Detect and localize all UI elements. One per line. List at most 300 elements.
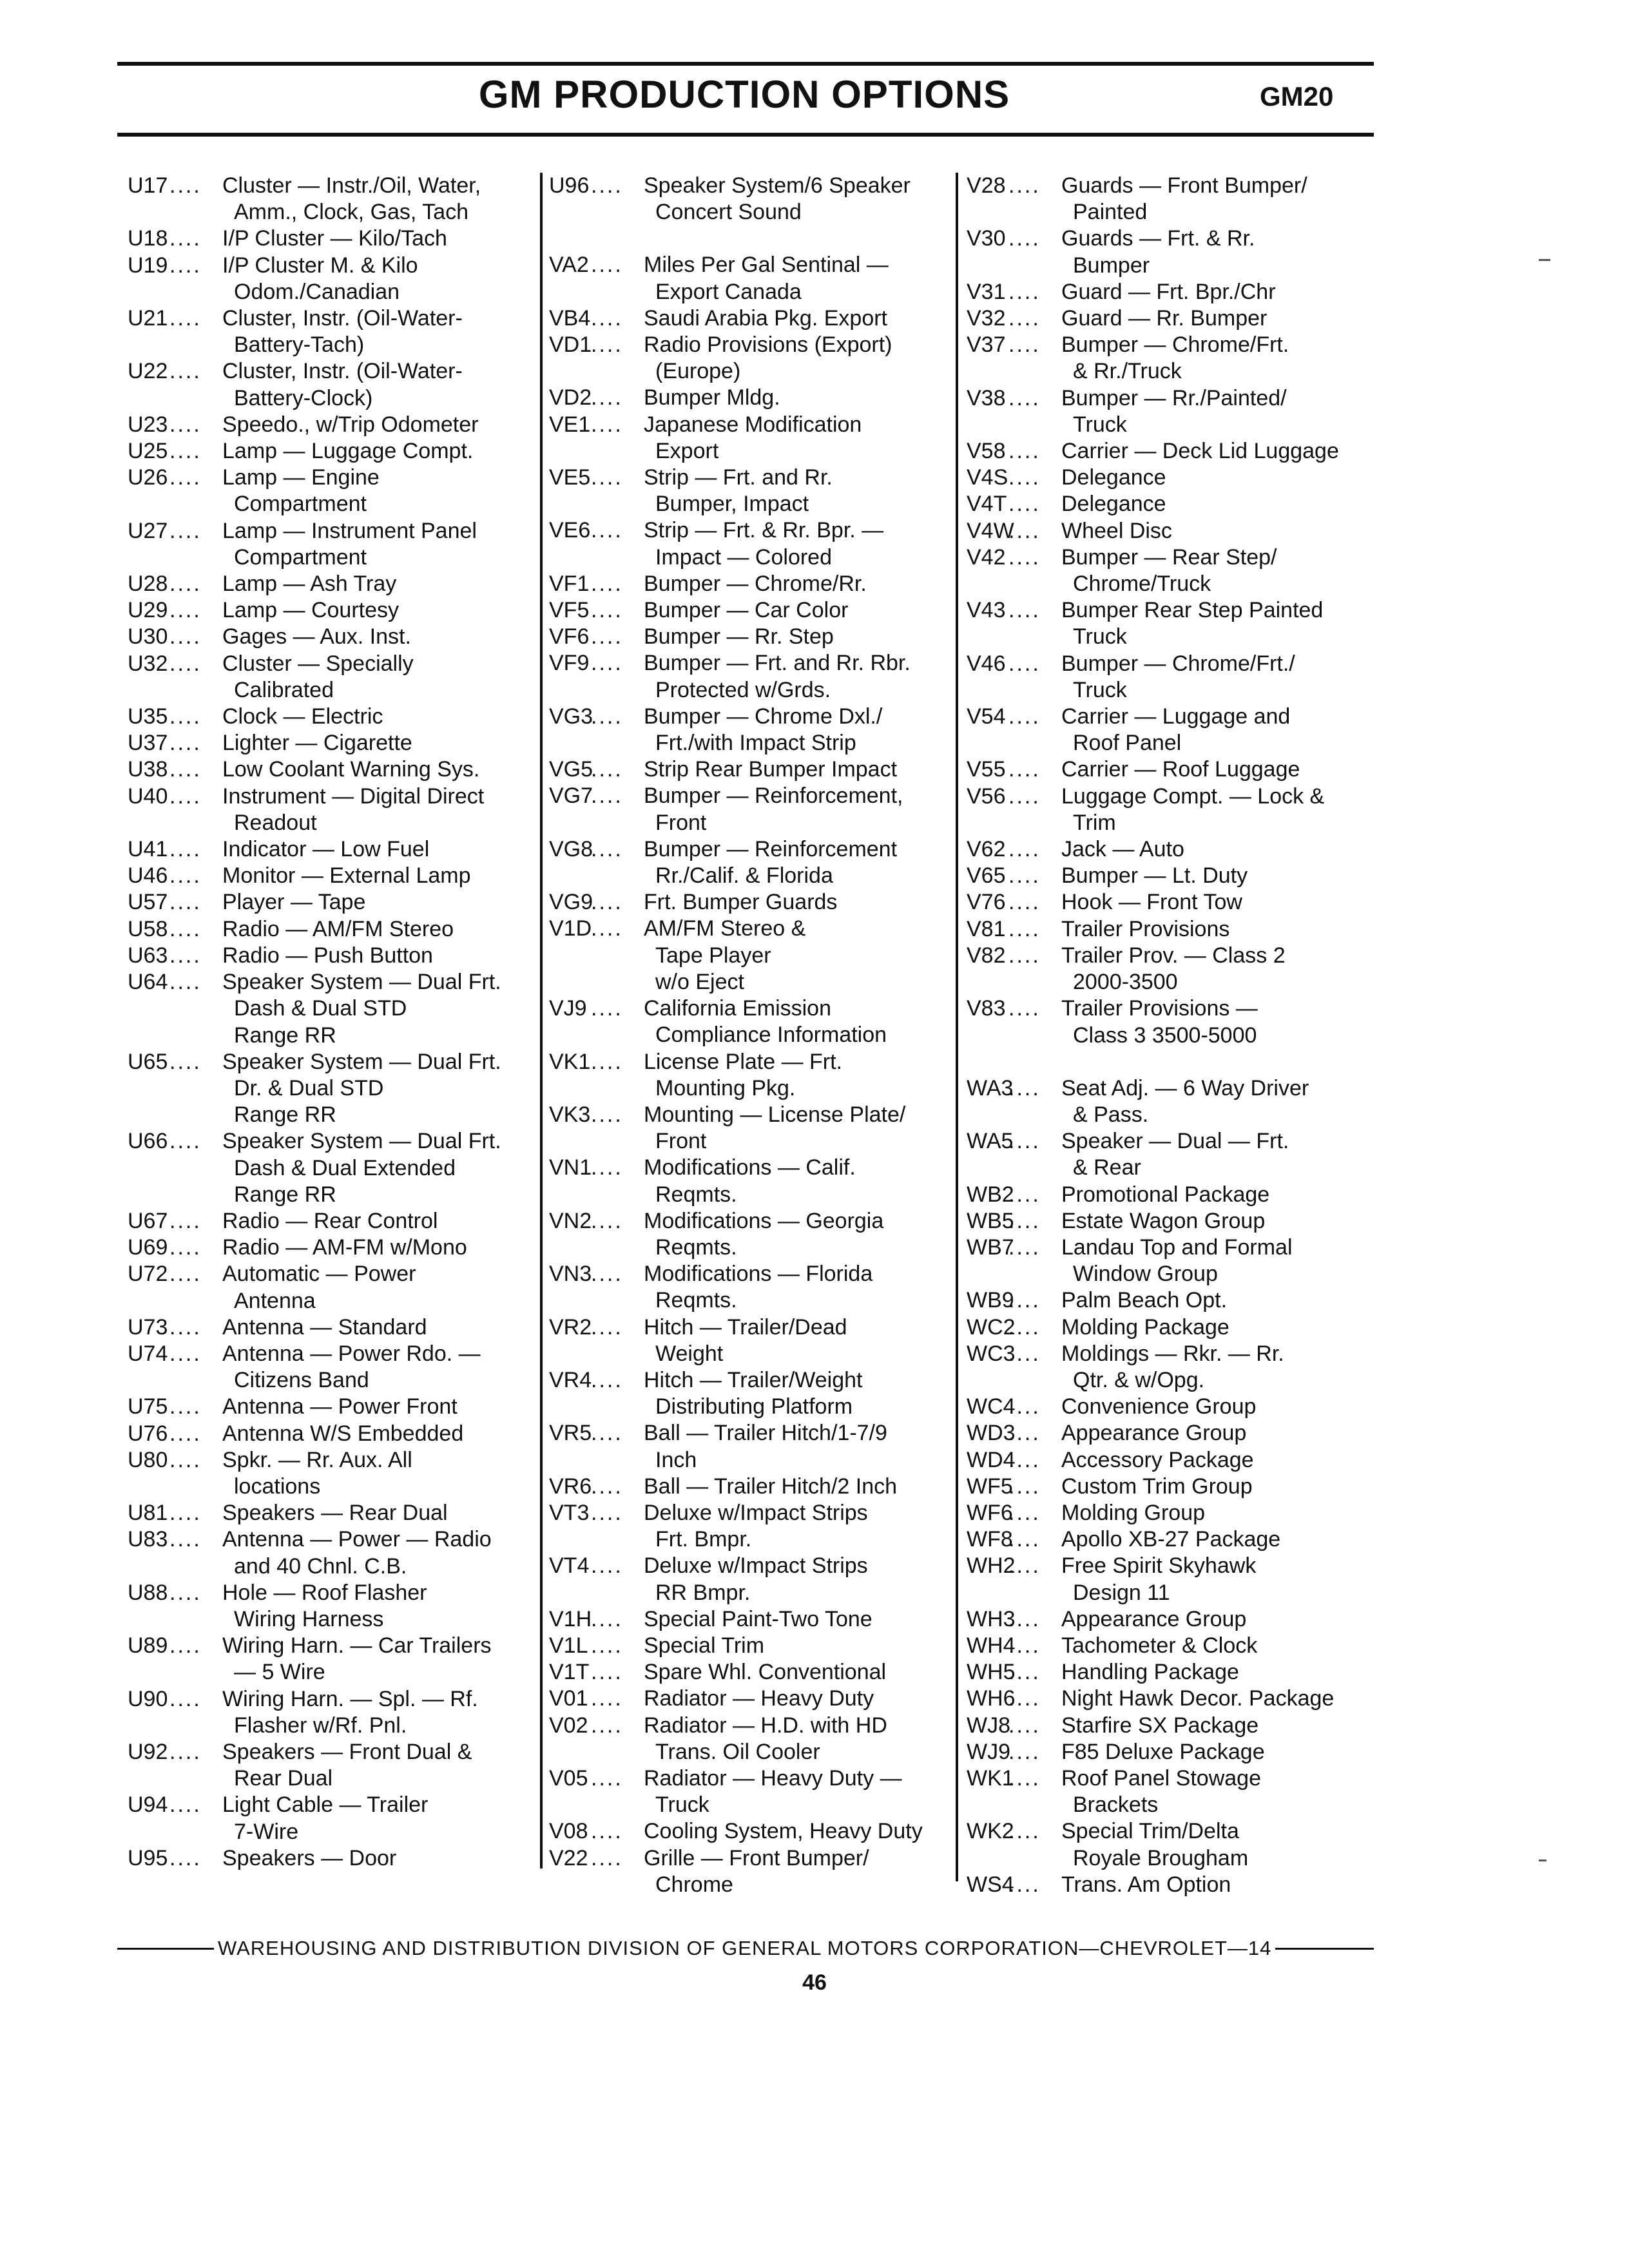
dot-leader: .... (1008, 1474, 1041, 1499)
option-entry (549, 252, 961, 305)
option-entry (128, 1128, 540, 1208)
option-description (644, 571, 961, 597)
option-code: VK1 (549, 1049, 591, 1074)
description-line: Antenna — Standard (222, 1314, 427, 1340)
dot-leader: .... (1008, 1633, 1041, 1658)
option-entry (128, 253, 540, 305)
option-entry (967, 1739, 1379, 1765)
option-description (1061, 465, 1379, 491)
option-code: U17 (128, 173, 168, 198)
option-description (1061, 916, 1379, 943)
description-line: Bumper — Car Color (644, 598, 849, 623)
option-code: U30 (128, 624, 168, 649)
option-code: U89 (128, 1633, 168, 1658)
description-line: Carrier — Deck Lid Luggage (1061, 439, 1339, 464)
dot-leader: .... (169, 1049, 202, 1074)
dot-leader: .... (591, 890, 623, 915)
option-entry (967, 332, 1379, 385)
dot-leader: .... (1008, 1713, 1041, 1738)
option-code: V83 (967, 996, 1006, 1021)
option-description (644, 1845, 961, 1898)
description-line: Radio Provisions (Export) (644, 332, 892, 358)
description-line: Speaker System — Dual Frt. (222, 970, 501, 995)
dot-leader: .... (591, 598, 623, 623)
description-line: Bumper — Lt. Duty (1061, 863, 1248, 889)
dot-leader: .... (1008, 439, 1041, 464)
option-entry (549, 783, 961, 836)
description-line: Spare Whl. Conventional (644, 1660, 887, 1685)
description-line: Chrome (655, 1872, 733, 1897)
description-line: Inch (655, 1447, 697, 1472)
description-line: Readout (234, 810, 317, 835)
description-line: Tape Player (655, 943, 771, 968)
description-line: Antenna W/S Embedded (222, 1421, 464, 1446)
option-entry (549, 995, 961, 1048)
dot-leader: .... (1008, 1394, 1041, 1419)
footer (117, 1937, 1374, 1960)
option-entry (967, 943, 1379, 995)
option-entry (128, 1526, 540, 1579)
option-code: U32 (128, 651, 168, 676)
option-code: U26 (128, 465, 168, 490)
description-line: Weight (655, 1341, 724, 1366)
option-entry (967, 836, 1379, 863)
option-entry (967, 491, 1379, 517)
option-code: V55 (967, 757, 1006, 782)
option-description (644, 305, 961, 332)
option-entry (549, 1420, 961, 1473)
description-line: 2000-3500 (1073, 970, 1178, 995)
description-line: Speakers — Front Dual & (222, 1739, 472, 1764)
dot-leader: .... (169, 704, 202, 729)
option-entry (549, 889, 961, 916)
option-entry (967, 1713, 1379, 1739)
description-line: Automatic — Power (222, 1262, 416, 1287)
option-entry (128, 518, 540, 571)
option-code: V01 (549, 1686, 588, 1711)
description-line: Reqmts. (655, 1182, 737, 1207)
description-line: Bumper — Frt. and Rr. Rbr. (644, 651, 911, 676)
option-code: U18 (128, 226, 168, 251)
option-code: U75 (128, 1394, 168, 1419)
description-line: Wiring Harness (234, 1606, 384, 1631)
option-entry (967, 544, 1379, 597)
description-line: Player — Tape (222, 890, 366, 915)
option-entry (549, 916, 961, 995)
option-entry (549, 650, 961, 703)
dot-leader: .... (169, 1129, 202, 1154)
dot-leader: .... (1008, 1288, 1041, 1313)
option-entry (967, 1394, 1379, 1420)
option-code: V65 (967, 863, 1006, 889)
option-description (1061, 385, 1379, 438)
option-entry (128, 1208, 540, 1235)
description-line: Antenna (234, 1288, 316, 1313)
dot-leader: .... (169, 916, 202, 941)
dot-leader: .... (591, 1819, 623, 1844)
option-code: VG3 (549, 704, 593, 729)
description-line: Lamp — Luggage Compt. (222, 439, 474, 464)
option-description (1061, 1606, 1379, 1633)
option-code: VT4 (549, 1553, 590, 1579)
dot-leader: .... (591, 1845, 623, 1870)
dot-leader: .... (1008, 598, 1041, 623)
option-code: VR2 (549, 1314, 592, 1340)
option-description (222, 173, 540, 226)
option-description (222, 916, 540, 943)
description-line: Free Spirit Skyhawk (1061, 1553, 1257, 1579)
description-line: Battery-Clock) (234, 385, 373, 410)
description-line: Cluster, Instr. (Oil-Water- (222, 359, 463, 384)
description-line: Range RR (234, 1102, 336, 1128)
description-line: Starfire SX Package (1061, 1713, 1259, 1738)
dot-leader: .... (169, 783, 202, 809)
option-description (1061, 756, 1379, 783)
dot-leader: .... (591, 916, 623, 941)
option-description (1061, 1686, 1379, 1712)
dot-leader: .... (1008, 1660, 1041, 1685)
option-code: V02 (549, 1713, 588, 1738)
dot-leader: .... (591, 253, 623, 278)
option-code: U69 (128, 1235, 168, 1260)
option-code: WS4 (967, 1872, 1014, 1897)
option-description (644, 756, 961, 783)
option-entry (967, 1474, 1379, 1500)
description-line: Frt. Bumper Guards (644, 890, 838, 915)
option-entry (128, 358, 540, 411)
option-entry (967, 1686, 1379, 1712)
options-column-3 (967, 173, 1379, 1898)
option-entry (967, 1341, 1379, 1394)
option-entry (128, 1447, 540, 1500)
description-line: Speaker — Dual — Frt. (1061, 1129, 1289, 1154)
description-line: Trailer Provisions (1061, 916, 1230, 941)
option-description (1061, 597, 1379, 650)
dot-leader: .... (1008, 226, 1041, 251)
description-line: Special Trim (644, 1633, 765, 1658)
dot-leader: .... (169, 1262, 202, 1287)
description-line: Bumper — Chrome/Rr. (644, 571, 867, 596)
option-code: WF6 (967, 1500, 1013, 1525)
option-entry (967, 1872, 1379, 1898)
dot-leader: .... (591, 518, 623, 543)
description-line: Bumper Mldg. (644, 385, 780, 410)
option-entry (128, 1792, 540, 1845)
dot-leader: .... (1008, 544, 1041, 570)
option-code: V1D (549, 916, 592, 941)
option-description (644, 1606, 961, 1633)
dot-leader: .... (591, 1367, 623, 1392)
option-entry (128, 1314, 540, 1341)
description-line: Saudi Arabia Pkg. Export (644, 305, 888, 331)
option-code: WC3 (967, 1341, 1016, 1366)
option-entry (128, 1739, 540, 1792)
description-line: Molding Package (1061, 1314, 1229, 1340)
section-gap (549, 226, 961, 252)
option-code: VF9 (549, 651, 590, 676)
option-code: V76 (967, 890, 1006, 915)
description-line: & Rear (1073, 1155, 1141, 1180)
description-line: I/P Cluster — Kilo/Tach (222, 226, 447, 251)
description-line: Frt. Bmpr. (655, 1527, 752, 1552)
description-line: Rear Dual (234, 1766, 333, 1791)
option-entry (967, 1447, 1379, 1474)
option-entry (128, 571, 540, 597)
description-line: Reqmts. (655, 1235, 737, 1260)
description-line: Radiator — Heavy Duty (644, 1686, 874, 1711)
description-line: Japanese Modification (644, 412, 862, 437)
option-entry (128, 412, 540, 438)
option-entry (549, 1474, 961, 1500)
description-line: locations (234, 1474, 321, 1499)
dot-leader: .... (1008, 996, 1041, 1021)
option-code: V4W (967, 518, 1014, 543)
description-line: Bumper Rear Step Painted (1061, 598, 1324, 623)
option-description (222, 1235, 540, 1261)
option-description (1061, 1526, 1379, 1553)
description-line: Hitch — Trailer/Dead (644, 1314, 847, 1340)
description-line: Radio — Push Button (222, 943, 433, 968)
option-code: U88 (128, 1580, 168, 1605)
description-line: Strip — Frt. & Rr. Bpr. — (644, 518, 884, 543)
option-description (222, 1128, 540, 1208)
option-description (1061, 889, 1379, 916)
option-description (222, 1447, 540, 1500)
option-description (1061, 305, 1379, 332)
option-code: WB7 (967, 1235, 1014, 1260)
description-line: Ball — Trailer Hitch/2 Inch (644, 1474, 898, 1499)
description-line: Trim (1073, 810, 1116, 835)
description-line: Class 3 3500-5000 (1073, 1023, 1257, 1048)
option-entry (549, 1208, 961, 1261)
dot-leader: .... (1008, 1739, 1041, 1764)
option-code: V32 (967, 306, 1006, 331)
dot-leader: .... (591, 704, 623, 729)
option-entry (967, 1606, 1379, 1633)
option-entry (549, 385, 961, 411)
option-code: U41 (128, 837, 168, 862)
dot-leader: .... (169, 1235, 202, 1260)
description-line: Window Group (1073, 1262, 1218, 1287)
dot-leader: .... (169, 1421, 202, 1446)
option-description (1061, 1633, 1379, 1659)
option-entry (128, 1049, 540, 1129)
option-entry (549, 332, 961, 385)
option-entry (128, 226, 540, 252)
description-line: Bumper — Reinforcement, (644, 783, 903, 809)
option-code: WA3 (967, 1075, 1014, 1100)
option-description (222, 571, 540, 597)
option-code: VK3 (549, 1102, 591, 1127)
description-line: Radio — AM/FM Stereo (222, 916, 454, 941)
option-code: U58 (128, 916, 168, 941)
description-line: Bumper — Rr. Step (644, 624, 834, 649)
description-line: Bumper — Rr./Painted/ (1061, 385, 1287, 410)
description-line: Speakers — Rear Dual (222, 1501, 448, 1526)
description-line: Hook — Front Tow (1061, 890, 1242, 915)
option-code: V05 (549, 1765, 588, 1791)
option-code: WH5 (967, 1660, 1016, 1685)
option-description (1061, 1235, 1379, 1287)
option-description (644, 173, 961, 226)
description-line: Delegance (1061, 465, 1166, 490)
dot-leader: .... (591, 385, 623, 410)
option-entry (967, 1500, 1379, 1526)
option-description (644, 1633, 961, 1659)
option-entry (549, 1659, 961, 1686)
option-entry (128, 305, 540, 358)
option-entry (549, 1500, 961, 1553)
description-line: Lamp — Engine (222, 465, 380, 490)
description-line: Bumper — Chrome/Frt. (1061, 332, 1289, 358)
dot-leader: .... (1008, 1819, 1041, 1844)
option-code: U27 (128, 518, 168, 543)
description-line: F85 Deluxe Package (1061, 1739, 1265, 1764)
description-line: Royale Brougham (1073, 1845, 1249, 1870)
option-entry (128, 1633, 540, 1686)
option-code: U28 (128, 572, 168, 597)
option-entry (128, 597, 540, 624)
description-line: Antenna — Power Rdo. — (222, 1341, 481, 1366)
option-code: U57 (128, 890, 168, 915)
description-line: Speaker System/6 Speaker (644, 173, 911, 198)
header-rule (117, 133, 1374, 137)
option-entry (128, 438, 540, 465)
description-line: Hitch — Trailer/Weight (644, 1367, 863, 1392)
option-description (222, 1421, 540, 1447)
option-description (1061, 783, 1379, 836)
option-description (1061, 518, 1379, 544)
description-line: RR Bmpr. (655, 1580, 751, 1605)
option-description (222, 412, 540, 438)
dot-leader: .... (169, 572, 202, 597)
option-description (222, 969, 540, 1049)
option-code: WJ9 (967, 1739, 1010, 1764)
description-line: Export Canada (655, 279, 802, 304)
option-description (222, 1500, 540, 1526)
option-description (644, 517, 961, 570)
dot-leader: .... (169, 1527, 202, 1552)
dot-leader: .... (1008, 1765, 1041, 1791)
dot-leader: .... (1008, 173, 1041, 198)
option-entry (128, 704, 540, 730)
dot-leader: .... (169, 731, 202, 756)
description-line: Cluster — Instr./Oil, Water, (222, 173, 481, 198)
option-code: VE6 (549, 518, 591, 543)
option-description (222, 465, 540, 517)
option-entry (967, 1075, 1379, 1128)
option-description (222, 836, 540, 863)
description-line: Accessory Package (1061, 1447, 1254, 1472)
option-description (222, 518, 540, 571)
description-line: Spkr. — Rr. Aux. All (222, 1447, 412, 1472)
option-entry (967, 1553, 1379, 1606)
option-entry (549, 412, 961, 465)
description-line: Instrument — Digital Direct (222, 783, 485, 809)
description-line: Front (655, 1129, 707, 1154)
description-line: Strip — Frt. and Rr. (644, 465, 833, 490)
option-code: WB5 (967, 1208, 1014, 1233)
option-code: WD3 (967, 1421, 1016, 1446)
option-description (644, 1713, 961, 1765)
option-code: V1L (549, 1633, 588, 1658)
option-entry (549, 465, 961, 517)
option-entry (967, 1633, 1379, 1659)
description-line: Concert Sound (655, 200, 802, 225)
option-entry (128, 173, 540, 226)
description-line: Cooling System, Heavy Duty (644, 1819, 923, 1844)
option-description (1061, 1447, 1379, 1474)
option-description (222, 305, 540, 358)
description-line: Apollo XB-27 Package (1061, 1527, 1281, 1552)
option-code: V1T (549, 1660, 590, 1685)
option-description (644, 1367, 961, 1420)
description-line: Modifications — Georgia (644, 1208, 884, 1233)
dot-leader: .... (169, 226, 202, 251)
option-code: VJ9 (549, 996, 587, 1021)
option-code: V56 (967, 783, 1006, 809)
option-description (222, 1394, 540, 1420)
option-description (222, 624, 540, 650)
option-description (1061, 1287, 1379, 1314)
option-code: VN1 (549, 1155, 592, 1180)
option-entry (128, 730, 540, 756)
option-code: V22 (549, 1845, 588, 1870)
option-code: VT3 (549, 1500, 590, 1525)
dot-leader: .... (1008, 863, 1041, 889)
description-line: Luggage Compt. — Lock & (1061, 783, 1325, 809)
option-entry (967, 1182, 1379, 1208)
dot-leader: .... (591, 173, 623, 198)
option-code: U76 (128, 1421, 168, 1446)
option-description (1061, 1075, 1379, 1128)
dot-leader: .... (1008, 465, 1041, 490)
option-description (644, 412, 961, 465)
description-line: Trailer Provisions — (1061, 996, 1258, 1021)
option-code: U94 (128, 1792, 168, 1818)
description-line: Appearance Group (1061, 1421, 1247, 1446)
dot-leader: .... (1008, 518, 1041, 543)
dot-leader: .... (169, 624, 202, 649)
option-entry (967, 1208, 1379, 1235)
dot-leader: .... (591, 836, 623, 861)
description-line: Ball — Trailer Hitch/1-7/9 (644, 1421, 887, 1446)
description-line: Calibrated (234, 677, 334, 702)
option-description (222, 253, 540, 305)
description-line: Wiring Harn. — Car Trailers (222, 1633, 492, 1658)
option-entry (128, 651, 540, 704)
section-gap (967, 1049, 1379, 1075)
dot-leader: .... (591, 1553, 623, 1579)
options-column-2 (549, 173, 961, 1898)
option-entry (128, 624, 540, 650)
option-description (644, 1420, 961, 1473)
option-code: U35 (128, 704, 168, 729)
option-entry (967, 385, 1379, 438)
description-line: Antenna — Power — Radio (222, 1527, 492, 1552)
description-line: Guards — Frt. & Rr. (1061, 226, 1255, 251)
option-code: V30 (967, 226, 1006, 251)
option-code: U29 (128, 598, 168, 623)
option-description (644, 889, 961, 916)
option-entry (549, 836, 961, 889)
description-line: Radio — Rear Control (222, 1208, 438, 1233)
option-description (1061, 651, 1379, 704)
description-line: Frt./with Impact Strip (655, 731, 856, 756)
options-column-1 (128, 173, 540, 1872)
option-description (222, 1341, 540, 1394)
option-code: V31 (967, 279, 1006, 304)
